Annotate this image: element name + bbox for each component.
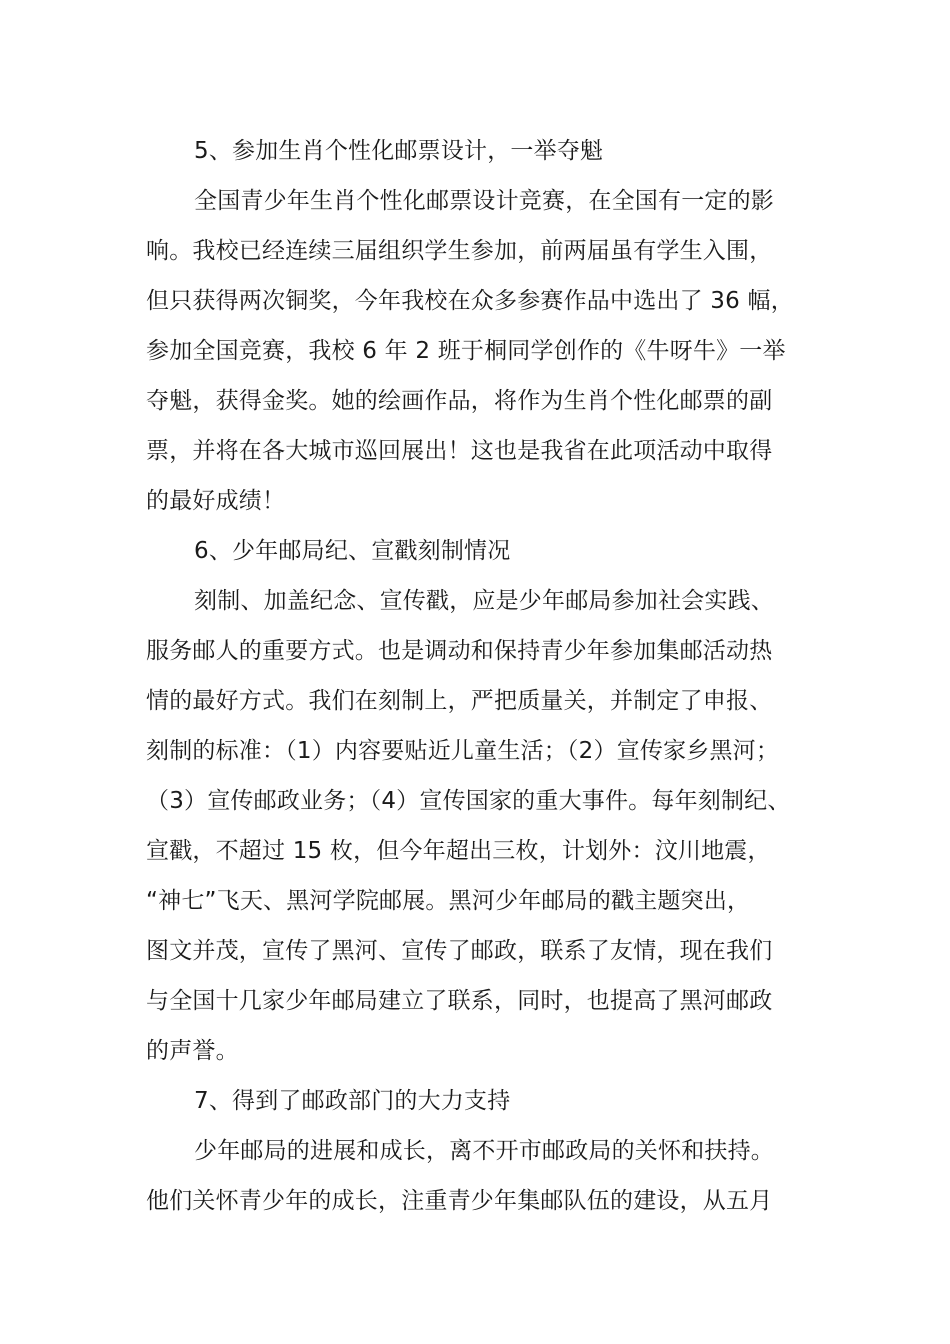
section-heading-7: 7、得到了邮政部门的大力支持 [194,1088,511,1114]
paragraph-line: 响。我校已经连续三届组织学生参加，前两届虽有学生入围， [146,238,773,264]
paragraph-line: 夺魁，获得金奖。她的绘画作品，将作为生肖个性化邮票的副 [146,388,773,414]
section-heading-6: 6、少年邮局纪、宣戳刻制情况 [194,538,511,564]
paragraph-line: 票，并将在各大城市巡回展出！这也是我省在此项活动中取得 [146,438,773,464]
paragraph-line: 刻制的标准：（1）内容要贴近儿童生活；（2）宣传家乡黑河； [146,738,780,764]
paragraph-line: 他们关怀青少年的成长，注重青少年集邮队伍的建设，从五月 [146,1188,773,1214]
paragraph-line: 情的最好方式。我们在刻制上，严把质量关，并制定了申报、 [146,688,773,714]
paragraph-line: 全国青少年生肖个性化邮票设计竞赛，在全国有一定的影 [194,188,774,214]
paragraph-line: 宣戳，不超过 15 枚，但今年超出三枚，计划外：汶川地震， [146,838,771,864]
paragraph-line: 刻制、加盖纪念、宣传戳，应是少年邮局参加社会实践、 [194,588,774,614]
paragraph-line: 的声誉。 [146,1038,239,1064]
paragraph-line: 图文并茂，宣传了黑河、宣传了邮政，联系了友情，现在我们 [146,938,773,964]
paragraph-line: 的最好成绩！ [146,488,286,514]
paragraph-line: 但只获得两次铜奖，今年我校在众多参赛作品中选出了 36 幅， [146,288,794,314]
paragraph-line: 参加全国竞赛，我校 6 年 2 班于桐同学创作的《牛呀牛》一举 [146,338,786,364]
section-heading-5: 5、参加生肖个性化邮票设计，一举夺魁 [194,138,604,164]
paragraph-line: （3）宣传邮政业务；（4）宣传国家的重大事件。每年刻制纪、 [146,788,791,814]
paragraph-line: “神七”飞天、黑河学院邮展。黑河少年邮局的戳主题突出， [146,888,751,914]
paragraph-line: 服务邮人的重要方式。也是调动和保持青少年参加集邮活动热 [146,638,773,664]
paragraph-line: 少年邮局的进展和成长，离不开市邮政局的关怀和扶持。 [194,1138,774,1164]
paragraph-line: 与全国十几家少年邮局建立了联系，同时，也提高了黑河邮政 [146,988,773,1014]
